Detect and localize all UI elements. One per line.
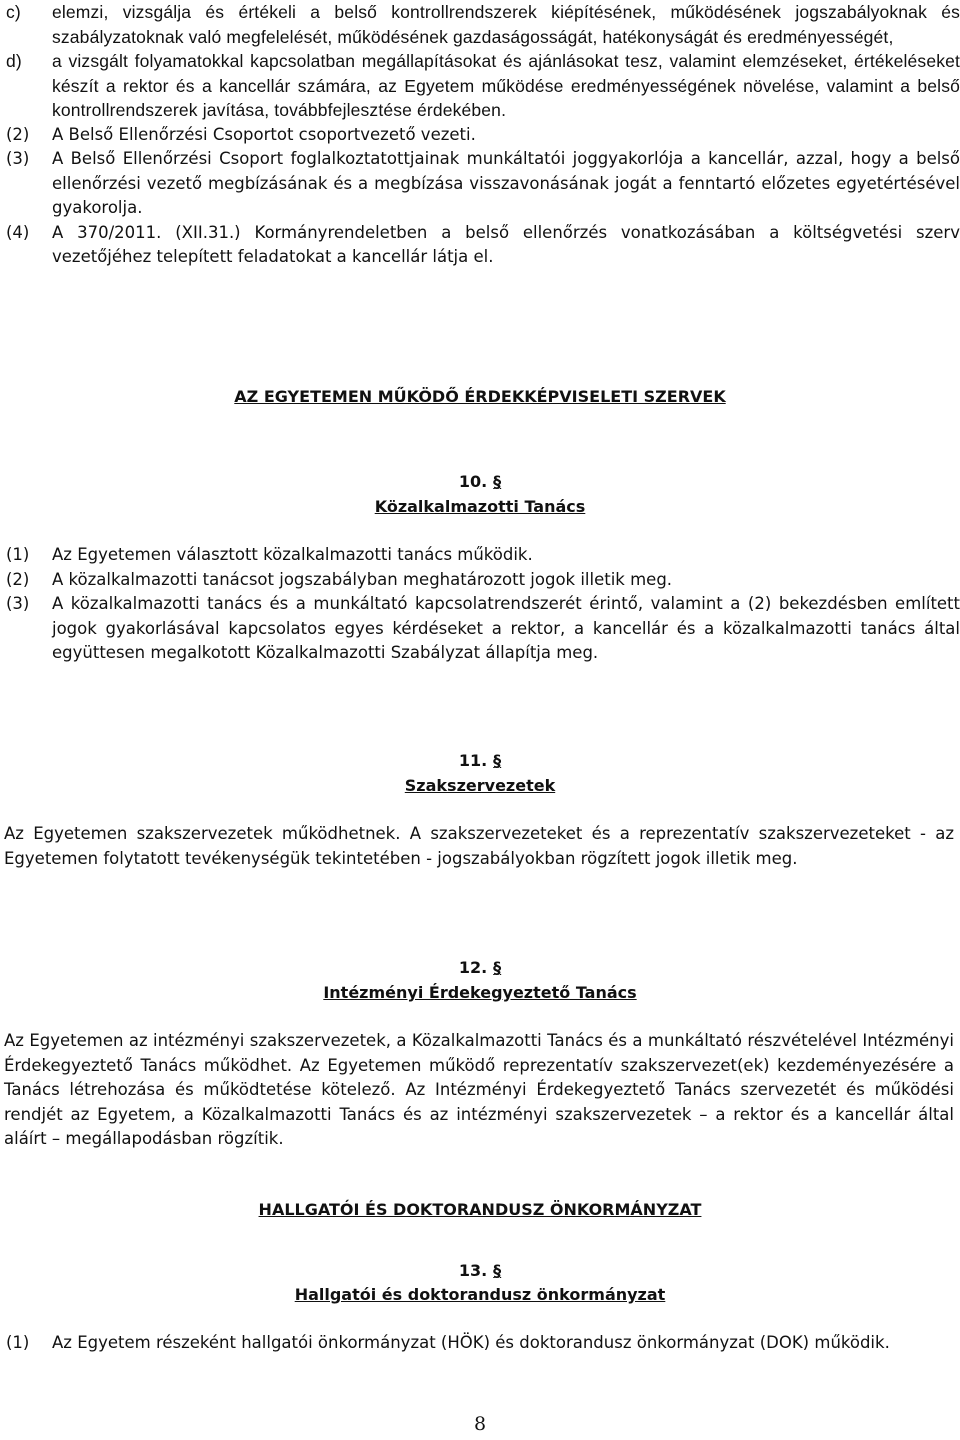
section-number: 11. — [458, 751, 488, 770]
list-item-d — [0, 49, 960, 123]
item-label: c) — [6, 2, 21, 22]
section-12-body — [0, 1029, 960, 1152]
item-label: (2) — [6, 569, 30, 589]
item-text: Az Egyetemen választott közalkalmazotti tanács működik. — [52, 545, 533, 564]
item-label: (3) — [6, 149, 30, 168]
section-title-11 — [0, 774, 960, 799]
paragraph-1 — [0, 543, 960, 568]
section-number: 13. — [458, 1261, 488, 1280]
paragraph-1 — [0, 1331, 960, 1356]
section-title-13 — [0, 1283, 960, 1308]
section-9-continuation — [0, 0, 960, 270]
item-text: A közalkalmazotti tanácsot jogszabályban meghatározott jogok illetik meg. — [52, 569, 673, 589]
paragraph-sign: § — [493, 472, 502, 491]
section-title-12 — [0, 981, 960, 1006]
paragraph-2 — [0, 568, 960, 593]
paragraph-sign: § — [493, 1261, 502, 1280]
section-number-11 — [0, 749, 960, 774]
section-text: Az Egyetemen szakszervezetek működhetnek. A szakszervezeteket és a reprezentatív szakszervezeteket - az Egyetemen folytatott tevékenységük tekintetében - jogszabályokban rögzített jogok illetik meg. — [4, 824, 954, 868]
section-number-10 — [0, 470, 960, 495]
item-text: A Belső Ellenőrzési Csoportot csoportvezető vezeti. — [52, 124, 476, 144]
paragraph-4 — [0, 221, 960, 270]
item-text: A közalkalmazotti tanács és a munkáltató kapcsolatrendszerét érintő, valamint a (2) bekezdésben említett jogok gyakorlásával kapcsolatos egyes kérdéseket a rektor, a kancellár és a közalkalmazotti tanács által együttesen megalkotott Közalkalmazotti Szabályzat állapítja meg. — [52, 594, 960, 662]
section-title: Intézményi Érdekegyeztető Tanács — [323, 983, 637, 1002]
item-text: a vizsgált folyamatokkal kapcsolatban megállapításokat és ajánlásokat tesz, valamint elemzéseket, értékeléseket készít a rektor és a kancellár számára, az Egyetem működése eredményességének növelése, valamint a belső kontrollrendszerek javítása, továbbfejlesztése érdekében. — [52, 51, 960, 120]
paragraph-sign: § — [493, 958, 502, 977]
section-number: 12. — [458, 958, 488, 977]
item-label: (4) — [6, 222, 30, 242]
item-label: (1) — [6, 545, 30, 564]
page-number: 8 — [473, 1413, 487, 1435]
major-heading-representation: AZ EGYETEMEN MŰKÖDŐ ÉRDEKKÉPVISELETI SZERVEK — [234, 387, 726, 406]
major-heading-self-government: HALLGATÓI ÉS DOKTORANDUSZ ÖNKORMÁNYZAT — [258, 1200, 702, 1219]
item-label: (3) — [6, 594, 30, 613]
paragraph-sign: § — [493, 751, 502, 770]
section-10-body — [0, 543, 960, 666]
section-title: Közalkalmazotti Tanács — [374, 497, 586, 516]
item-text: Az Egyetem részeként hallgatói önkormányzat (HÖK) és doktorandusz önkormányzat (DOK) működik. — [52, 1333, 890, 1352]
section-13-body — [0, 1331, 960, 1356]
item-label: (2) — [6, 124, 30, 144]
section-title-10 — [0, 495, 960, 520]
item-text: elemzi, vizsgálja és értékeli a belső kontrollrendszerek kiépítésének, működésének jogszabályoknak és szabályzatoknak való megfelelését, működésének gazdaságosságát, hatékonyságát és eredményességét, — [52, 2, 960, 47]
section-title: Hallgatói és doktorandusz önkormányzat — [294, 1285, 666, 1304]
paragraph-3 — [0, 592, 960, 666]
item-label: (1) — [6, 1333, 30, 1352]
section-number-13 — [0, 1259, 960, 1284]
section-title: Szakszervezetek — [404, 776, 556, 795]
section-text: Az Egyetemen az intézményi szakszervezetek, a Közalkalmazotti Tanács és a munkáltató részvételével Intézményi Érdekegyeztető Tanács működhet. Az Egyetemen működő reprezentatív szakszervezet(ek) kezdeményezésére a Tanács létrehozása és működtetése kötelező. Az Intézményi Érdekegyeztető Tanács szervezetét és működési rendjét az Egyetem, a Közalkalmazotti Tanács és az intézményi szakszervezetek – a rektor és a kancellár által aláírt – megállapodásban rögzítik. — [4, 1031, 954, 1148]
section-11-body — [0, 822, 960, 871]
section-number-12 — [0, 956, 960, 981]
item-label: d) — [6, 51, 22, 71]
item-text: A 370/2011. (XII.31.) Kormányrendeletben a belső ellenőrzés vonatkozásában a költségvetési szerv vezetőjéhez telepített feladatokat a kancellár látja el. — [52, 222, 960, 266]
paragraph-3 — [0, 147, 960, 221]
list-item-c — [0, 0, 960, 49]
item-text: A Belső Ellenőrzési Csoport foglalkoztatottjainak munkáltatói joggyakorlója a kancellár, azzal, hogy a belső ellenőrzési vezető megbízásának és a megbízása visszavonásának jogát a fenntartó előzetes egyetértésével gyakorolja. — [52, 149, 960, 217]
paragraph-2 — [0, 123, 960, 148]
section-number: 10. — [458, 472, 488, 491]
